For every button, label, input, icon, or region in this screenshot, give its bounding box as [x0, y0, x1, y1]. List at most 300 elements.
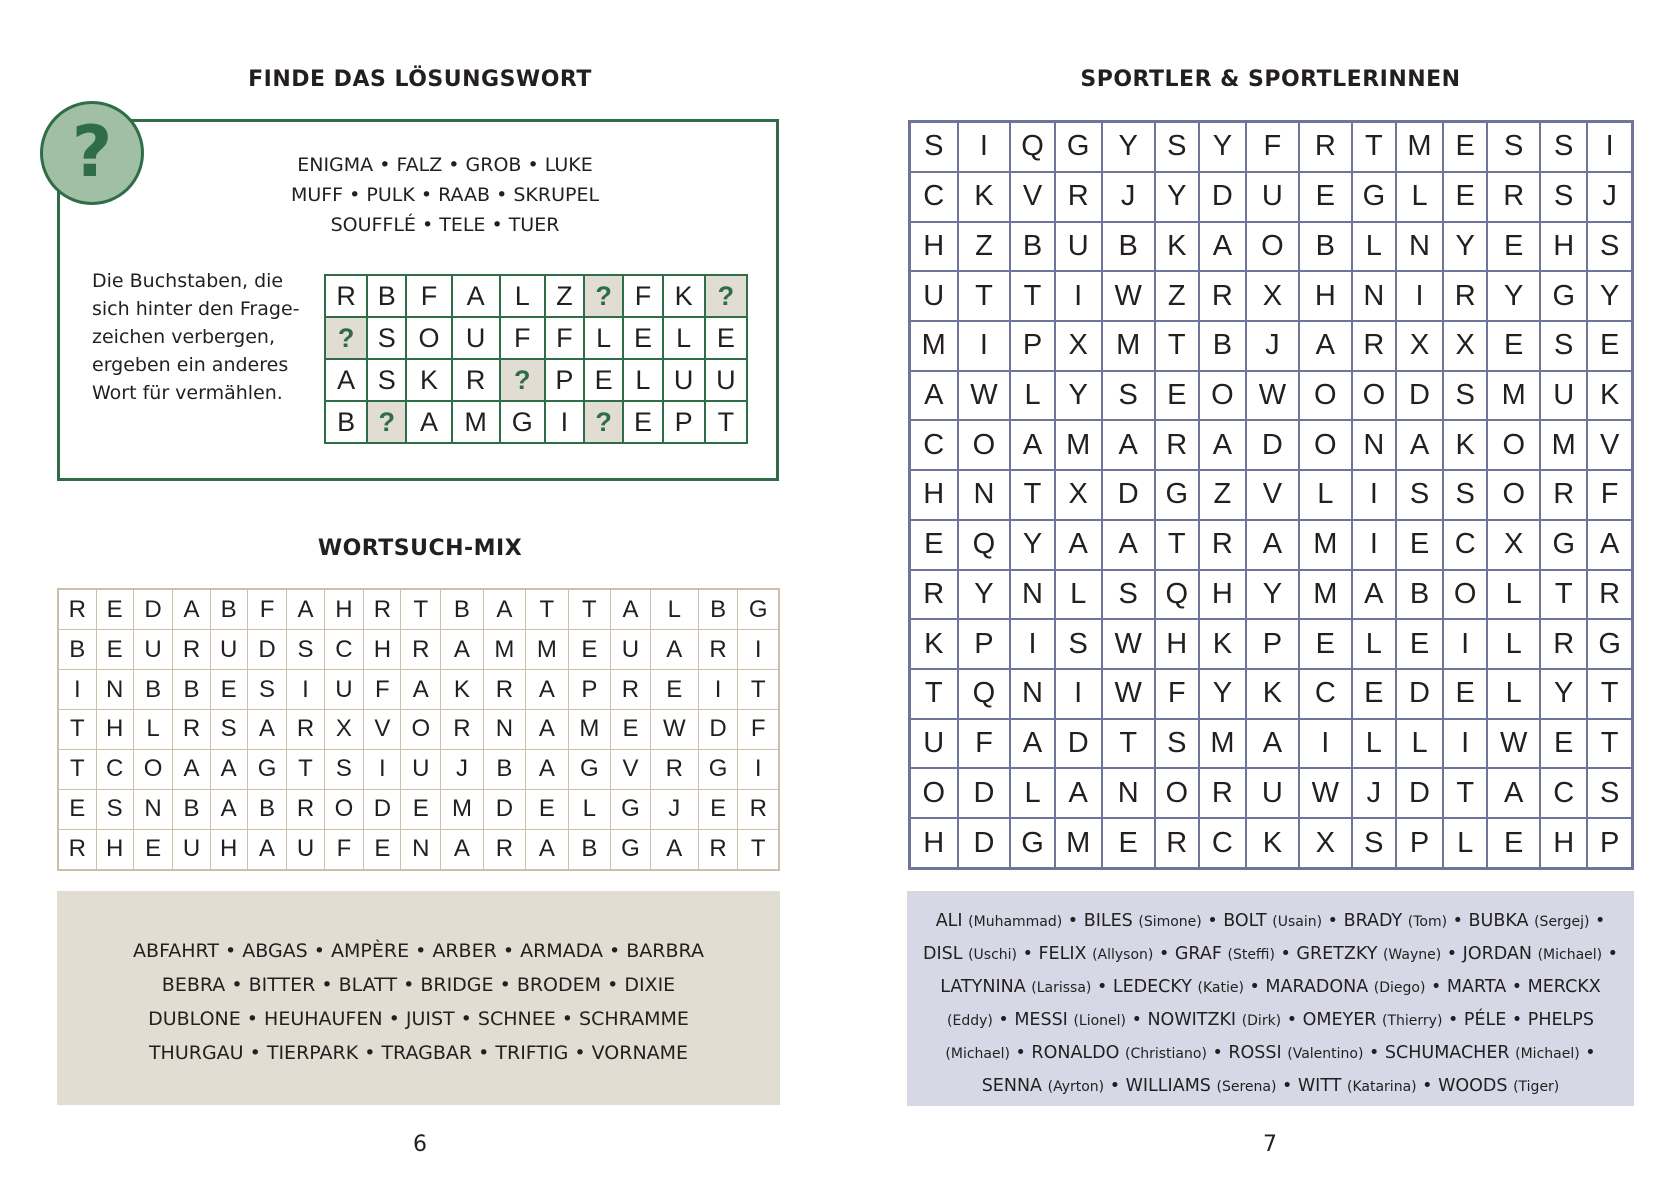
grid-row [910, 222, 1633, 272]
grid-cell: Y [1443, 222, 1487, 272]
grid-cell: Q [958, 520, 1011, 570]
grid-cell: U [910, 271, 958, 321]
grid-cell: V [1246, 470, 1299, 520]
grid-cell: A [1246, 719, 1299, 769]
grid-cell: J [1587, 172, 1632, 222]
grid-cell: B [325, 401, 367, 443]
athlete-surname: MARTA [1446, 977, 1507, 997]
grid-cell: L [1352, 719, 1396, 769]
grid-cell: A [441, 829, 483, 870]
grid-cell: H [910, 470, 958, 520]
grid-cell: T [568, 589, 610, 630]
grid-cell: U [611, 630, 651, 670]
grid-row [910, 719, 1633, 769]
grid-row [325, 359, 747, 401]
grid-cell: I [58, 670, 96, 710]
athlete-entry [1296, 944, 1441, 964]
grid-cell: W [1102, 619, 1155, 669]
grid-cell: I [698, 670, 738, 710]
grid-cell: V [611, 749, 651, 789]
grid-cell: R [1587, 570, 1632, 620]
grid-cell: G [738, 589, 779, 630]
grid-cell: N [133, 789, 173, 829]
grid-cell: R [287, 789, 324, 829]
athlete-entry [1113, 977, 1244, 997]
athlete-entry [1469, 911, 1590, 931]
athlete-firstname: (Dirk) [1241, 1013, 1282, 1029]
grid-cell: H [96, 710, 133, 750]
grid-cell: M [483, 630, 525, 670]
athlete-firstname: (Thierry) [1382, 1013, 1443, 1029]
grid-cell: F [247, 589, 287, 630]
athlete-entry [1223, 911, 1322, 931]
grid-cell: R [1443, 271, 1487, 321]
grid-cell: U [705, 359, 747, 401]
grid-cell-question: ? [584, 275, 623, 317]
grid-cell: I [1587, 122, 1632, 172]
grid-cell: S [1587, 222, 1632, 272]
grid-cell: N [1010, 669, 1054, 719]
grid-cell: I [1396, 271, 1443, 321]
grid-cell: D [698, 710, 738, 750]
grid-cell: A [1487, 768, 1540, 818]
grid-cell: A [406, 401, 451, 443]
grid-cell: T [1443, 768, 1487, 818]
grid-cell: D [1396, 669, 1443, 719]
athlete-surname: WILLIAMS [1125, 1076, 1211, 1096]
athlete-firstname: (Steffi) [1227, 947, 1275, 963]
question-mark-icon: ? [40, 101, 144, 205]
grid-cell: J [1246, 321, 1299, 371]
grid-cell: P [545, 359, 584, 401]
athlete-surname: GRAF [1174, 944, 1222, 964]
grid-cell: U [324, 670, 364, 710]
grid-cell: O [1487, 470, 1540, 520]
grid-cell: R [483, 670, 525, 710]
grid-cell: E [1540, 719, 1587, 769]
athlete-firstname: (Lionel) [1073, 1013, 1126, 1029]
grid-cell: R [287, 710, 324, 750]
athlete-entry [940, 977, 1091, 997]
grid-cell: K [441, 670, 483, 710]
grid-cell: P [1587, 818, 1632, 868]
grid-cell: A [325, 359, 367, 401]
grid-cell: G [1540, 520, 1587, 570]
grid-cell: U [133, 630, 173, 670]
grid-cell: M [1199, 719, 1246, 769]
grid-cell: G [1352, 172, 1396, 222]
grid-cell: R [1155, 420, 1199, 470]
grid-cell: A [1199, 420, 1246, 470]
grid-cell: K [1199, 619, 1246, 669]
grid-cell: S [1102, 371, 1155, 421]
grid-cell: T [526, 589, 568, 630]
athlete-firstname: (Allyson) [1092, 947, 1154, 963]
word-list-line: THURGAU • TIERPARK • TRAGBAR • TRIFTIG • VORNAME [148, 1042, 689, 1064]
grid-cell: A [650, 630, 698, 670]
grid-cell: D [133, 589, 173, 630]
grid-cell: L [663, 317, 705, 359]
athlete-surname: MARADONA [1265, 977, 1369, 997]
athlete-surname: BILES [1083, 911, 1133, 931]
grid-cell: Y [1155, 172, 1199, 222]
grid-cell: K [406, 359, 451, 401]
grid-cell: A [611, 589, 651, 630]
grid-row [58, 670, 779, 710]
grid-cell: E [698, 789, 738, 829]
grid-cell: T [58, 710, 96, 750]
grid-cell: G [1010, 818, 1054, 868]
grid-cell: T [910, 669, 958, 719]
grid-cell: F [958, 719, 1011, 769]
word-list-line: ABFAHRT • ABGAS • AMPÈRE • ARBER • ARMADA • BARBRA [133, 940, 704, 962]
grid-cell: E [1443, 172, 1487, 222]
grid-cell: H [1155, 619, 1199, 669]
grid-cell: Z [1155, 271, 1199, 321]
grid-cell: C [1540, 768, 1587, 818]
grid-cell: R [1199, 768, 1246, 818]
grid-cell: Y [1199, 122, 1246, 172]
grid-cell: E [584, 359, 623, 401]
grid-cell: R [1055, 172, 1102, 222]
grid-cell: I [1055, 669, 1102, 719]
grid-cell: S [324, 749, 364, 789]
grid-cell: F [623, 275, 662, 317]
athlete-firstname: (Katarina) [1347, 1079, 1417, 1095]
grid-cell: G [500, 401, 545, 443]
grid-cell: G [247, 749, 287, 789]
grid-cell: X [1487, 520, 1540, 570]
grid-cell: M [1055, 420, 1102, 470]
grid-cell: I [1443, 719, 1487, 769]
grid-cell: F [364, 670, 401, 710]
grid-cell: R [1540, 470, 1587, 520]
grid-cell: E [1443, 122, 1487, 172]
grid-cell: E [1487, 818, 1540, 868]
grid-cell: B [1299, 222, 1352, 272]
grid-cell: A [526, 749, 568, 789]
athlete-entry [1447, 977, 1506, 997]
athlete-firstname: (Michael) [945, 1046, 1010, 1062]
grid-cell: M [568, 710, 610, 750]
grid-cell: G [1540, 271, 1587, 321]
grid-cell: A [526, 829, 568, 870]
grid-cell: N [1352, 271, 1396, 321]
athlete-firstname: (Tom) [1407, 914, 1448, 930]
grid-cell: E [58, 789, 96, 829]
grid-cell: Y [1587, 271, 1632, 321]
grid-cell: T [1010, 271, 1054, 321]
athlete-firstname: (Muhammad) [968, 914, 1063, 930]
athlete-entry [1463, 944, 1602, 964]
grid-cell: A [287, 589, 324, 630]
grid-cell: X [1443, 321, 1487, 371]
grid-cell: Y [1246, 570, 1299, 620]
grid-cell: U [287, 829, 324, 870]
grid-cell: A [526, 710, 568, 750]
grid-cell: U [1055, 222, 1102, 272]
athlete-firstname: (Wayne) [1382, 947, 1442, 963]
grid-cell: B [133, 670, 173, 710]
grid-cell: W [1487, 719, 1540, 769]
grid-cell: R [1155, 818, 1199, 868]
grid-cell: B [58, 630, 96, 670]
grid-cell: L [1396, 719, 1443, 769]
grid-cell: B [1010, 222, 1054, 272]
grid-cell: P [568, 670, 610, 710]
athlete-entry [982, 1076, 1104, 1096]
grid-cell: A [1352, 570, 1396, 620]
grid-cell: M [441, 789, 483, 829]
grid-cell: D [958, 768, 1011, 818]
grid-cell: M [1487, 371, 1540, 421]
grid-cell: L [1352, 222, 1396, 272]
grid-cell: H [910, 818, 958, 868]
grid-cell: S [1102, 570, 1155, 620]
grid-cell: O [1155, 768, 1199, 818]
grid-cell: O [1246, 222, 1299, 272]
grid-cell: F [1246, 122, 1299, 172]
grid-cell: M [1540, 420, 1587, 470]
athlete-surname: GRETZKY [1296, 944, 1378, 964]
athlete-surname: LEDECKY [1112, 977, 1192, 997]
grid-cell-question: ? [500, 359, 545, 401]
word-list-line: MUFF • PULK • RAAB • SKRUPEL [290, 184, 600, 206]
grid-cell: R [698, 630, 738, 670]
grid-cell: O [133, 749, 173, 789]
grid-cell: E [1443, 669, 1487, 719]
grid-cell: Q [958, 669, 1011, 719]
word-list-line: BEBRA • BITTER • BLATT • BRIDGE • BRODEM • DIXIE [161, 974, 676, 996]
grid-cell: M [1102, 321, 1155, 371]
grid-cell: H [96, 829, 133, 870]
grid-cell: T [738, 829, 779, 870]
grid-cell: G [611, 789, 651, 829]
grid-cell: E [910, 520, 958, 570]
grid-cell: K [1246, 818, 1299, 868]
grid-cell: C [1443, 520, 1487, 570]
grid-cell: T [958, 271, 1011, 321]
grid-cell: T [705, 401, 747, 443]
grid-cell: E [364, 829, 401, 870]
grid-cell: A [910, 371, 958, 421]
athlete-firstname: (Eddy) [947, 1013, 993, 1029]
grid-cell: K [1443, 420, 1487, 470]
grid-cell: N [483, 710, 525, 750]
grid-cell: H [1540, 222, 1587, 272]
grid-cell: A [173, 589, 210, 630]
athlete-entry [1298, 1076, 1417, 1096]
grid-cell: Q [1155, 570, 1199, 620]
grid-cell: U [401, 749, 441, 789]
athlete-surname: LATYNINA [940, 977, 1026, 997]
grid-cell: R [611, 670, 651, 710]
puzzle3-title: SPORTLER & SPORTLERINNEN [1080, 67, 1461, 92]
grid-cell: P [663, 401, 705, 443]
grid-cell: L [584, 317, 623, 359]
grid-cell: B [441, 589, 483, 630]
grid-cell: E [1487, 321, 1540, 371]
grid-cell: E [1299, 172, 1352, 222]
grid-cell: B [1396, 570, 1443, 620]
athlete-surname: BUBKA [1468, 911, 1529, 931]
athlete-entry [1385, 1043, 1580, 1063]
grid-row [325, 401, 747, 443]
grid-cell: O [401, 710, 441, 750]
grid-row [910, 520, 1633, 570]
grid-cell: B [568, 829, 610, 870]
grid-cell: R [1487, 172, 1540, 222]
grid-cell: N [1102, 768, 1155, 818]
grid-cell: J [650, 789, 698, 829]
grid-cell: R [452, 359, 500, 401]
grid-cell: Z [1199, 470, 1246, 520]
grid-cell: R [401, 630, 441, 670]
grid-cell: T [1155, 520, 1199, 570]
grid-cell: B [247, 789, 287, 829]
grid-row [58, 749, 779, 789]
grid-cell: F [324, 829, 364, 870]
grid-cell: I [1443, 619, 1487, 669]
grid-cell: V [1587, 420, 1632, 470]
grid-cell: M [1299, 520, 1352, 570]
athlete-entry [1175, 944, 1275, 964]
athlete-surname: OMEYER [1302, 1010, 1377, 1030]
grid-cell: A [483, 589, 525, 630]
grid-cell: X [1396, 321, 1443, 371]
grid-cell: A [1299, 321, 1352, 371]
grid-row [325, 317, 747, 359]
grid-row [58, 589, 779, 630]
grid-cell: O [1443, 570, 1487, 620]
grid-cell: Q [1010, 122, 1054, 172]
grid-cell: A [210, 789, 247, 829]
grid-cell: S [1155, 122, 1199, 172]
grid-cell: F [500, 317, 545, 359]
grid-cell: E [1102, 818, 1155, 868]
grid-cell: D [1246, 420, 1299, 470]
grid-cell: K [663, 275, 705, 317]
athlete-firstname: (Tiger) [1513, 1079, 1560, 1095]
grid-cell: N [1010, 570, 1054, 620]
grid-cell: L [1055, 570, 1102, 620]
grid-cell: L [650, 589, 698, 630]
grid-cell: D [364, 789, 401, 829]
grid-cell: W [1102, 669, 1155, 719]
grid-cell: T [1010, 470, 1054, 520]
grid-cell: X [324, 710, 364, 750]
grid-cell: B [483, 749, 525, 789]
athlete-entry [1303, 1010, 1443, 1030]
grid-cell-question: ? [325, 317, 367, 359]
grid-row [58, 789, 779, 829]
grid-cell: L [568, 789, 610, 829]
grid-cell: S [1155, 719, 1199, 769]
grid-cell: O [958, 420, 1011, 470]
athlete-entry [1344, 911, 1448, 931]
grid-cell: C [1299, 669, 1352, 719]
grid-cell: D [483, 789, 525, 829]
grid-cell: L [500, 275, 545, 317]
grid-cell: A [650, 829, 698, 870]
grid-cell: S [1587, 768, 1632, 818]
athlete-surname: WITT [1297, 1076, 1342, 1096]
grid-cell: A [1102, 520, 1155, 570]
grid-cell: L [133, 710, 173, 750]
grid-cell: S [367, 317, 406, 359]
grid-cell: S [287, 630, 324, 670]
grid-cell: L [1299, 470, 1352, 520]
grid-cell: O [1299, 420, 1352, 470]
grid-cell: W [958, 371, 1011, 421]
grid-cell: L [1487, 669, 1540, 719]
grid-cell: E [210, 670, 247, 710]
grid-row [910, 122, 1633, 172]
grid-row [58, 630, 779, 670]
grid-cell: T [58, 749, 96, 789]
grid-cell: E [623, 401, 662, 443]
grid-cell: S [247, 670, 287, 710]
athlete-surname: PÉLE [1463, 1010, 1507, 1030]
athlete-surname: SCHUMACHER [1384, 1043, 1510, 1063]
grid-cell: A [247, 710, 287, 750]
grid-cell: F [1587, 470, 1632, 520]
grid-cell: F [1155, 669, 1199, 719]
grid-cell: W [1246, 371, 1299, 421]
grid-cell: U [1246, 172, 1299, 222]
athlete-surname: NOWITZKI [1147, 1010, 1237, 1030]
grid-cell: S [1540, 172, 1587, 222]
grid-cell: E [526, 789, 568, 829]
grid-cell: C [324, 630, 364, 670]
grid-cell: R [325, 275, 367, 317]
athlete-firstname: (Simone) [1138, 914, 1202, 930]
grid-cell: B [698, 589, 738, 630]
grid-cell: I [958, 122, 1011, 172]
athlete-firstname: (Michael) [1537, 947, 1603, 963]
grid-cell: T [1540, 570, 1587, 620]
grid-cell: T [1587, 719, 1632, 769]
grid-cell: A [526, 670, 568, 710]
athlete-entry [1464, 1010, 1506, 1030]
grid-cell: A [1055, 768, 1102, 818]
grid-cell: D [1396, 371, 1443, 421]
grid-cell: K [1155, 222, 1199, 272]
grid-cell: C [1199, 818, 1246, 868]
grid-row [910, 470, 1633, 520]
grid-cell: T [738, 670, 779, 710]
grid-cell: S [367, 359, 406, 401]
grid-cell: U [173, 829, 210, 870]
athlete-surname: ALI [935, 911, 963, 931]
grid-cell: V [364, 710, 401, 750]
grid-cell: O [1487, 420, 1540, 470]
grid-cell: S [1443, 470, 1487, 520]
grid-cell: N [1396, 222, 1443, 272]
grid-cell: N [96, 670, 133, 710]
grid-cell: U [663, 359, 705, 401]
grid-cell: L [1443, 818, 1487, 868]
puzzle1-letter-grid [324, 274, 748, 444]
grid-cell: X [1055, 321, 1102, 371]
athlete-surname: MERCKX [1527, 977, 1601, 997]
grid-cell: A [1010, 719, 1054, 769]
grid-cell: S [1055, 619, 1102, 669]
grid-cell: I [958, 321, 1011, 371]
grid-row [58, 829, 779, 870]
grid-cell: F [406, 275, 451, 317]
grid-cell: W [650, 710, 698, 750]
